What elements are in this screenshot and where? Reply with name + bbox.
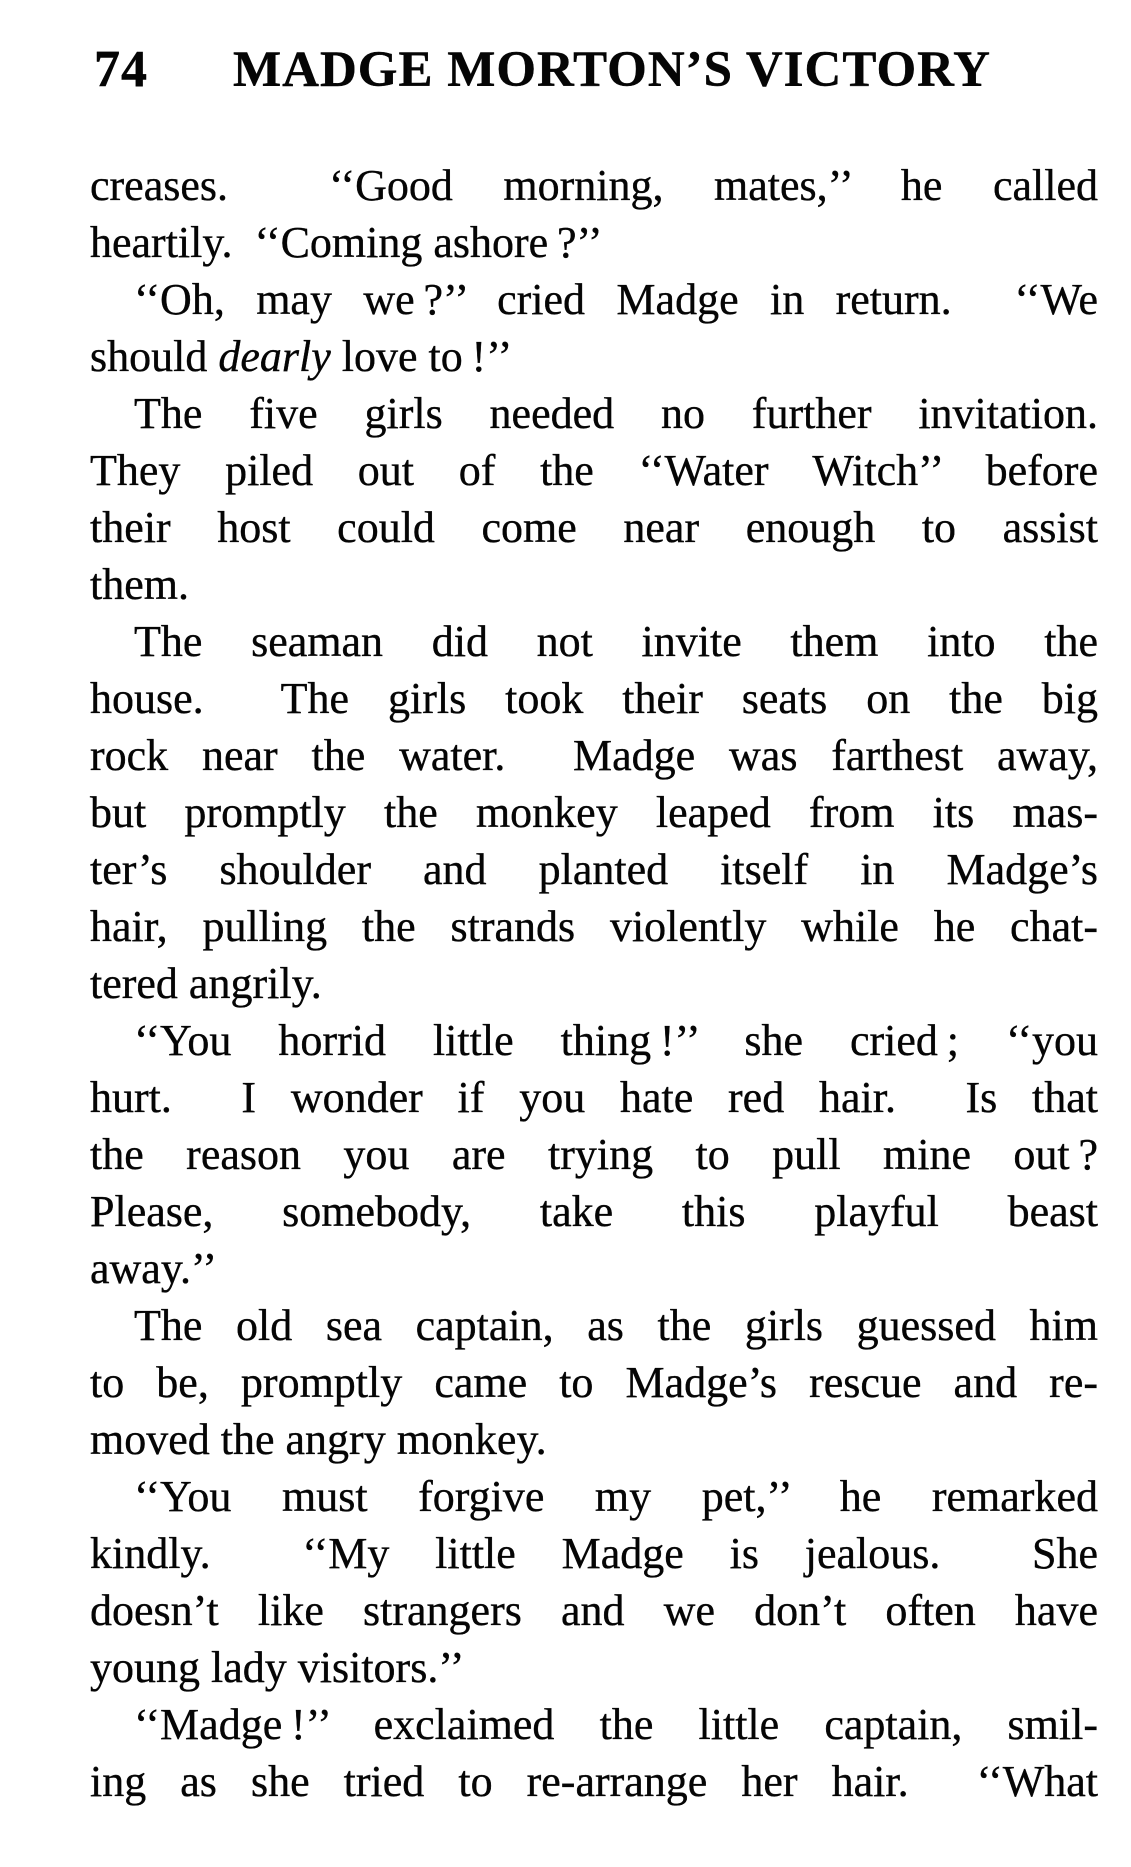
body-text [90,157,1098,1810]
text-segment: love to !’’ [330,332,513,381]
text-segment: creases. ‘‘Good morning, mates,’’ he called [90,161,1098,210]
text-segment: the reason you are trying to pull mine out ? [90,1130,1098,1179]
text-segment: heartily. ‘‘Coming ashore ?’’ [90,218,603,267]
paragraph [90,1297,1098,1468]
paragraph [90,1696,1098,1810]
text-segment: The five girls needed no further invitation. [134,389,1098,438]
text-line [90,1069,1098,1126]
text-line [90,1354,1098,1411]
text-segment: to be, promptly came to Madge’s rescue and re- [90,1358,1098,1407]
text-line [90,1753,1098,1810]
text-line [90,670,1098,727]
text-line [90,1183,1098,1240]
text-line [90,442,1098,499]
text-segment: tered angrily. [90,959,322,1008]
text-line [90,1582,1098,1639]
text-segment: hair, pulling the strands violently while he chat- [90,902,1098,951]
text-segment: moved the angry monkey. [90,1415,547,1464]
text-segment: them. [90,560,189,609]
paragraph [90,1468,1098,1696]
text-segment: away.’’ [90,1244,218,1293]
text-line [90,784,1098,841]
text-line [90,613,1098,670]
text-segment: ‘‘Madge !’’ exclaimed the little captain, smil- [134,1700,1098,1749]
text-line [90,1468,1098,1525]
text-line [90,898,1098,955]
page-number: 74 [94,41,148,98]
text-segment: ‘‘You must forgive my pet,’’ he remarked [134,1472,1098,1521]
text-segment: ter’s shoulder and planted itself in Madge’s [90,845,1098,894]
text-line [90,499,1098,556]
paragraph [90,271,1098,385]
text-segment: hurt. I wonder if you hate red hair. Is that [90,1073,1098,1122]
paragraph [90,385,1098,613]
text-segment: ing as she tried to re-arrange her hair. ‘‘What [90,1757,1098,1806]
text-line [90,556,1098,613]
italic-text: dearly [218,332,331,381]
text-line [90,727,1098,784]
text-segment: doesn’t like strangers and we don’t often have [90,1586,1098,1635]
text-line [90,1297,1098,1354]
text-line [90,385,1098,442]
text-line [90,1639,1098,1696]
paragraph [90,613,1098,1012]
text-line [90,157,1098,214]
text-line [90,1012,1098,1069]
text-segment: but promptly the monkey leaped from its mas- [90,788,1098,837]
text-segment: should [90,332,219,381]
text-segment: young lady visitors.’’ [90,1643,465,1692]
text-line [90,1126,1098,1183]
text-line [90,1411,1098,1468]
text-segment: ‘‘You horrid little thing !’’ she cried ; ‘‘you [134,1016,1098,1065]
text-line [90,328,1098,385]
text-segment: their host could come near enough to assist [90,503,1098,552]
text-segment: kindly. ‘‘My little Madge is jealous. She [90,1529,1098,1578]
text-segment: The seaman did not invite them into the [134,617,1098,666]
text-line [90,271,1098,328]
text-segment: They piled out of the ‘‘Water Witch’’ before [90,446,1098,495]
text-segment: house. The girls took their seats on the big [90,674,1098,723]
text-line [90,955,1098,1012]
paragraph [90,157,1098,271]
text-line [90,1525,1098,1582]
text-segment: The old sea captain, as the girls guessed him [134,1301,1098,1350]
text-line [90,214,1098,271]
page-header [0,42,1131,102]
running-title: MADGE MORTON’S VICTORY [233,42,991,98]
text-segment: ‘‘Oh, may we ?’’ cried Madge in return. ‘‘We [134,275,1098,324]
text-segment: rock near the water. Madge was farthest away, [90,731,1098,780]
text-line [90,1240,1098,1297]
text-line [90,841,1098,898]
text-line [90,1696,1098,1753]
paragraph [90,1012,1098,1297]
text-segment: Please, somebody, take this playful beast [90,1187,1098,1236]
